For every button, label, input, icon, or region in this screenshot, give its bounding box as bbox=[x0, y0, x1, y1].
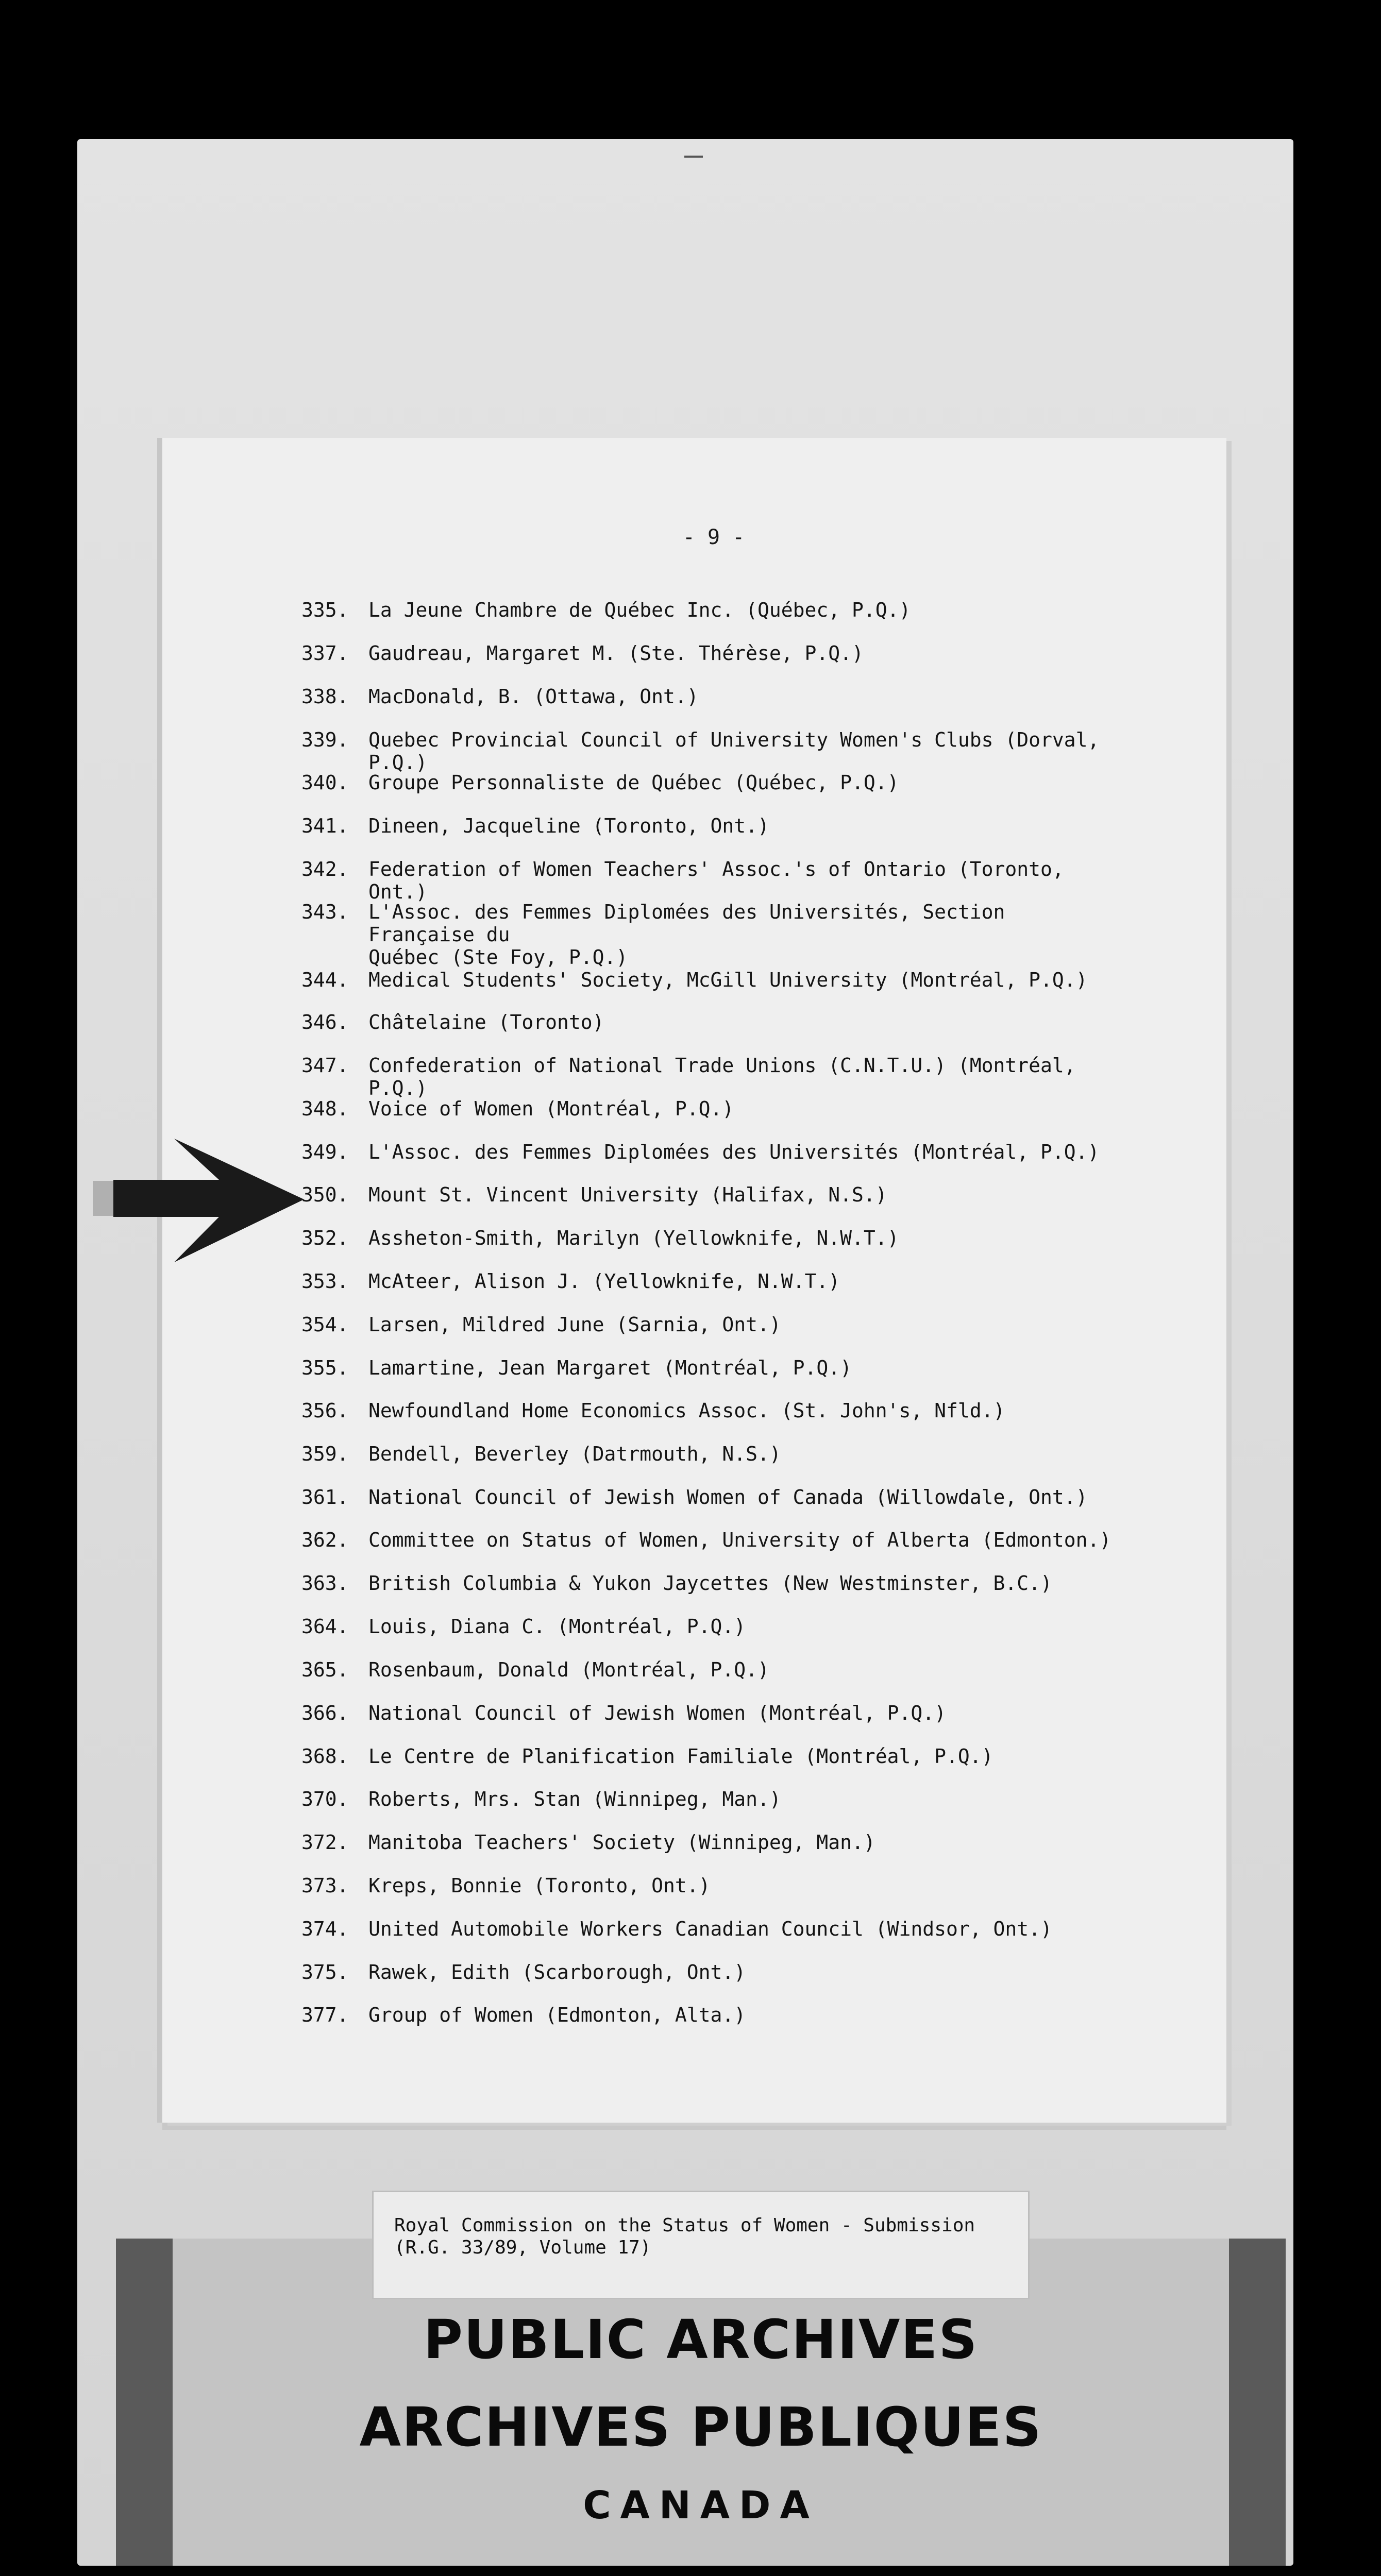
catalog-label-reference: (R.G. 33/89, Volume 17) bbox=[394, 2237, 651, 2258]
entry-text: United Automobile Workers Canadian Council (Windsor, Ont.) bbox=[368, 1918, 1052, 1940]
entry-text: MacDonald, B. (Ottawa, Ont.) bbox=[368, 685, 699, 708]
entry-text: Gaudreau, Margaret M. (Ste. Thérèse, P.Q.) bbox=[368, 642, 864, 665]
catalog-label-title: Royal Commission on the Status of Women - Submission bbox=[394, 2215, 975, 2236]
entry-number: 350. bbox=[301, 1183, 349, 1206]
entry-number: 343. bbox=[301, 901, 349, 923]
entry-text: Dineen, Jacqueline (Toronto, Ont.) bbox=[368, 815, 769, 837]
entry-text: Group of Women (Edmonton, Alta.) bbox=[368, 2004, 746, 2026]
archives-stamp-english: PUBLIC ARCHIVES bbox=[423, 2308, 979, 2371]
entry-number: 365. bbox=[301, 1658, 349, 1681]
entry-number: 349. bbox=[301, 1141, 349, 1163]
entry-text: Committee on Status of Women, University of Alberta (Edmonton.) bbox=[368, 1529, 1111, 1551]
entry-number: 338. bbox=[301, 685, 349, 708]
entry-text: National Council of Jewish Women (Montréal, P.Q.) bbox=[368, 1702, 947, 1724]
entry-text: Newfoundland Home Economics Assoc. (St. John's, Nfld.) bbox=[368, 1399, 1005, 1422]
entry-number: 368. bbox=[301, 1745, 349, 1768]
entry-text: Manitoba Teachers' Society (Winnipeg, Man.) bbox=[368, 1831, 875, 1854]
entry-number: 348. bbox=[301, 1097, 349, 1120]
entry-text: Groupe Personnaliste de Québec (Québec, P.Q.) bbox=[368, 771, 899, 794]
entry-number: 335. bbox=[301, 599, 349, 621]
entry-text: British Columbia & Yukon Jaycettes (New Westminster, B.C.) bbox=[368, 1572, 1052, 1595]
entry-number: 340. bbox=[301, 771, 349, 794]
entry-number: 339. bbox=[301, 728, 349, 751]
entry-number: 359. bbox=[301, 1443, 349, 1465]
entry-number: 342. bbox=[301, 858, 349, 880]
entry-text: National Council of Jewish Women of Canada (Willowdale, Ont.) bbox=[368, 1486, 1088, 1509]
entry-number: 366. bbox=[301, 1702, 349, 1724]
page-number: - 9 - bbox=[682, 526, 745, 549]
entry-text: Bendell, Beverley (Datrmouth, N.S.) bbox=[368, 1443, 781, 1465]
entry-number: 337. bbox=[301, 642, 349, 665]
entry-number: 361. bbox=[301, 1486, 349, 1509]
entry-number: 354. bbox=[301, 1313, 349, 1336]
entry-number: 355. bbox=[301, 1357, 349, 1379]
entry-text: Assheton-Smith, Marilyn (Yellowknife, N.W.T.) bbox=[368, 1227, 899, 1249]
entry-text: L'Assoc. des Femmes Diplomées des Universités, Section Française du Québec (Ste Foy, P.Q.) bbox=[368, 901, 1005, 969]
entry-number: 363. bbox=[301, 1572, 349, 1595]
entry-text: L'Assoc. des Femmes Diplomées des Universités (Montréal, P.Q.) bbox=[368, 1141, 1100, 1163]
entry-text: McAteer, Alison J. (Yellowknife, N.W.T.) bbox=[368, 1270, 840, 1293]
entry-number: 356. bbox=[301, 1399, 349, 1422]
entry-text: Voice of Women (Montréal, P.Q.) bbox=[368, 1097, 734, 1120]
entry-text: Rosenbaum, Donald (Montréal, P.Q.) bbox=[368, 1658, 769, 1681]
archives-stamp-french: ARCHIVES PUBLIQUES bbox=[359, 2396, 1042, 2459]
entry-text: Quebec Provincial Council of University Women's Clubs (Dorval, P.Q.) bbox=[368, 728, 1111, 774]
entry-text: Le Centre de Planification Familiale (Montréal, P.Q.) bbox=[368, 1745, 993, 1768]
entry-number: 375. bbox=[301, 1961, 349, 1984]
archives-stamp-country: CANADA bbox=[583, 2483, 819, 2528]
entry-number: 373. bbox=[301, 1874, 349, 1897]
entry-text: Louis, Diana C. (Montréal, P.Q.) bbox=[368, 1615, 746, 1638]
archives-card-edge bbox=[1229, 2239, 1286, 2566]
entry-number: 346. bbox=[301, 1011, 349, 1033]
entry-number: 353. bbox=[301, 1270, 349, 1293]
entry-number: 344. bbox=[301, 969, 349, 991]
entry-number: 352. bbox=[301, 1227, 349, 1249]
entry-number: 374. bbox=[301, 1918, 349, 1940]
entry-text: Roberts, Mrs. Stan (Winnipeg, Man.) bbox=[368, 1788, 781, 1810]
entry-number: 377. bbox=[301, 2004, 349, 2026]
entry-number: 364. bbox=[301, 1615, 349, 1638]
entry-text: Federation of Women Teachers' Assoc.'s of Ontario (Toronto, Ont.) bbox=[368, 858, 1076, 903]
entry-number: 362. bbox=[301, 1529, 349, 1551]
entry-number: 341. bbox=[301, 815, 349, 837]
archives-card-edge bbox=[116, 2239, 173, 2566]
entry-text: Confederation of National Trade Unions (C.N.T.U.) (Montréal, P.Q.) bbox=[368, 1054, 1088, 1099]
entry-text: Kreps, Bonnie (Toronto, Ont.) bbox=[368, 1874, 711, 1897]
entry-text: La Jeune Chambre de Québec Inc. (Québec, P.Q.) bbox=[368, 599, 911, 621]
entry-text: Lamartine, Jean Margaret (Montréal, P.Q.) bbox=[368, 1357, 852, 1379]
entry-number: 370. bbox=[301, 1788, 349, 1810]
arrow-pointer-icon bbox=[93, 1139, 304, 1262]
entry-text: Mount St. Vincent University (Halifax, N.S.) bbox=[368, 1183, 887, 1206]
catalog-label bbox=[374, 2192, 1028, 2298]
entry-number: 372. bbox=[301, 1831, 349, 1854]
entry-text: Rawek, Edith (Scarborough, Ont.) bbox=[368, 1961, 746, 1984]
entry-text: Larsen, Mildred June (Sarnia, Ont.) bbox=[368, 1313, 781, 1336]
entry-text: Châtelaine (Toronto) bbox=[368, 1011, 604, 1033]
entry-number: 347. bbox=[301, 1054, 349, 1077]
entry-text: Medical Students' Society, McGill University (Montréal, P.Q.) bbox=[368, 969, 1088, 991]
